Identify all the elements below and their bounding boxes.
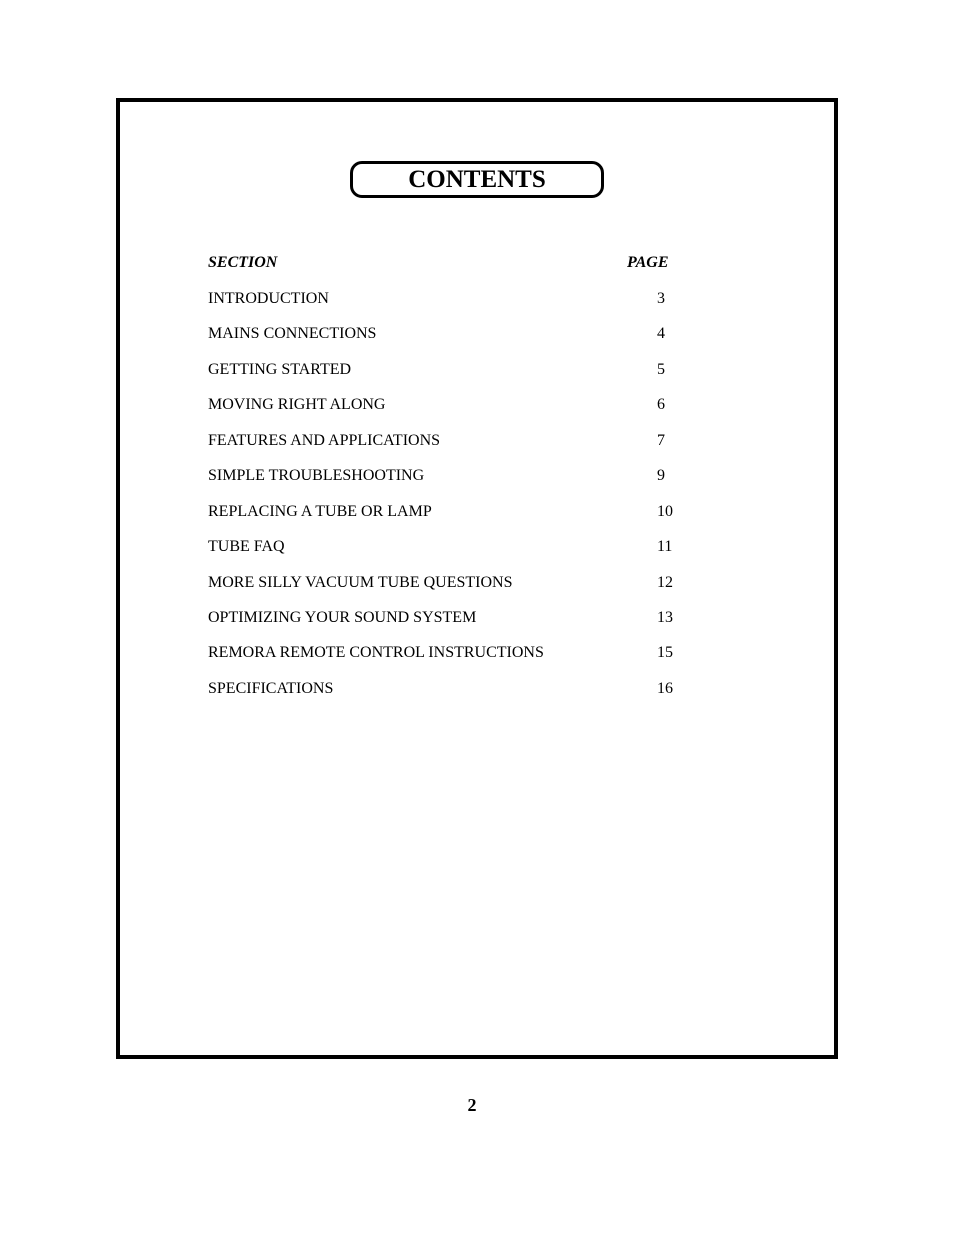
toc-entry-page: 16 (657, 679, 673, 697)
toc-entry (208, 466, 688, 501)
toc-entry-title: INTRODUCTION (208, 290, 329, 307)
toc-entry-title: FEATURES AND APPLICATIONS (208, 431, 441, 449)
toc-entry (208, 395, 688, 430)
section-column-header: SECTION (208, 254, 278, 271)
toc-entry-title: SPECIFICATIONS (208, 679, 334, 697)
toc-entry-title: REMORA REMOTE CONTROL INSTRUCTIONS (208, 644, 544, 662)
toc-entry-title: REPLACING A TUBE OR LAMP (208, 502, 432, 520)
page-number: 2 (467, 1095, 477, 1115)
toc-entry-page: 12 (657, 573, 673, 591)
toc-entry (208, 360, 688, 395)
toc-entry-page: 3 (657, 290, 665, 307)
toc-entry-title: MAINS CONNECTIONS (208, 325, 377, 343)
toc-entry-page: 10 (657, 502, 673, 520)
toc-entry (208, 537, 688, 572)
toc-entry (208, 643, 688, 678)
toc-entry-title: MORE SILLY VACUUM TUBE QUESTIONS (208, 573, 513, 591)
toc-entry-page: 7 (657, 431, 665, 449)
toc-entry-title: GETTING STARTED (208, 360, 352, 378)
toc-entry (208, 502, 688, 537)
toc-entry (208, 289, 688, 324)
toc-entry-page: 4 (657, 325, 665, 343)
toc-entry-title: OPTIMIZING YOUR SOUND SYSTEM (208, 608, 477, 626)
toc-entry-page: 13 (657, 608, 673, 626)
toc-entry-title: SIMPLE TROUBLESHOOTING (208, 467, 425, 485)
toc-entry-page: 15 (657, 644, 673, 662)
toc-entry (208, 608, 688, 643)
toc-entry-page: 9 (657, 467, 665, 485)
toc-entry (208, 324, 688, 359)
toc-list (208, 289, 688, 714)
page-column-header: PAGE (627, 254, 669, 271)
toc-entry (208, 573, 688, 608)
toc-entry-title: MOVING RIGHT ALONG (208, 396, 386, 414)
toc-entry-title: TUBE FAQ (208, 538, 285, 556)
toc-entry-page: 5 (657, 360, 665, 378)
toc-entry-page: 11 (657, 538, 673, 556)
toc-entry (208, 679, 688, 714)
contents-title: CONTENTS (350, 161, 604, 198)
toc-entry (208, 431, 688, 466)
toc-entry-page: 6 (657, 396, 665, 414)
